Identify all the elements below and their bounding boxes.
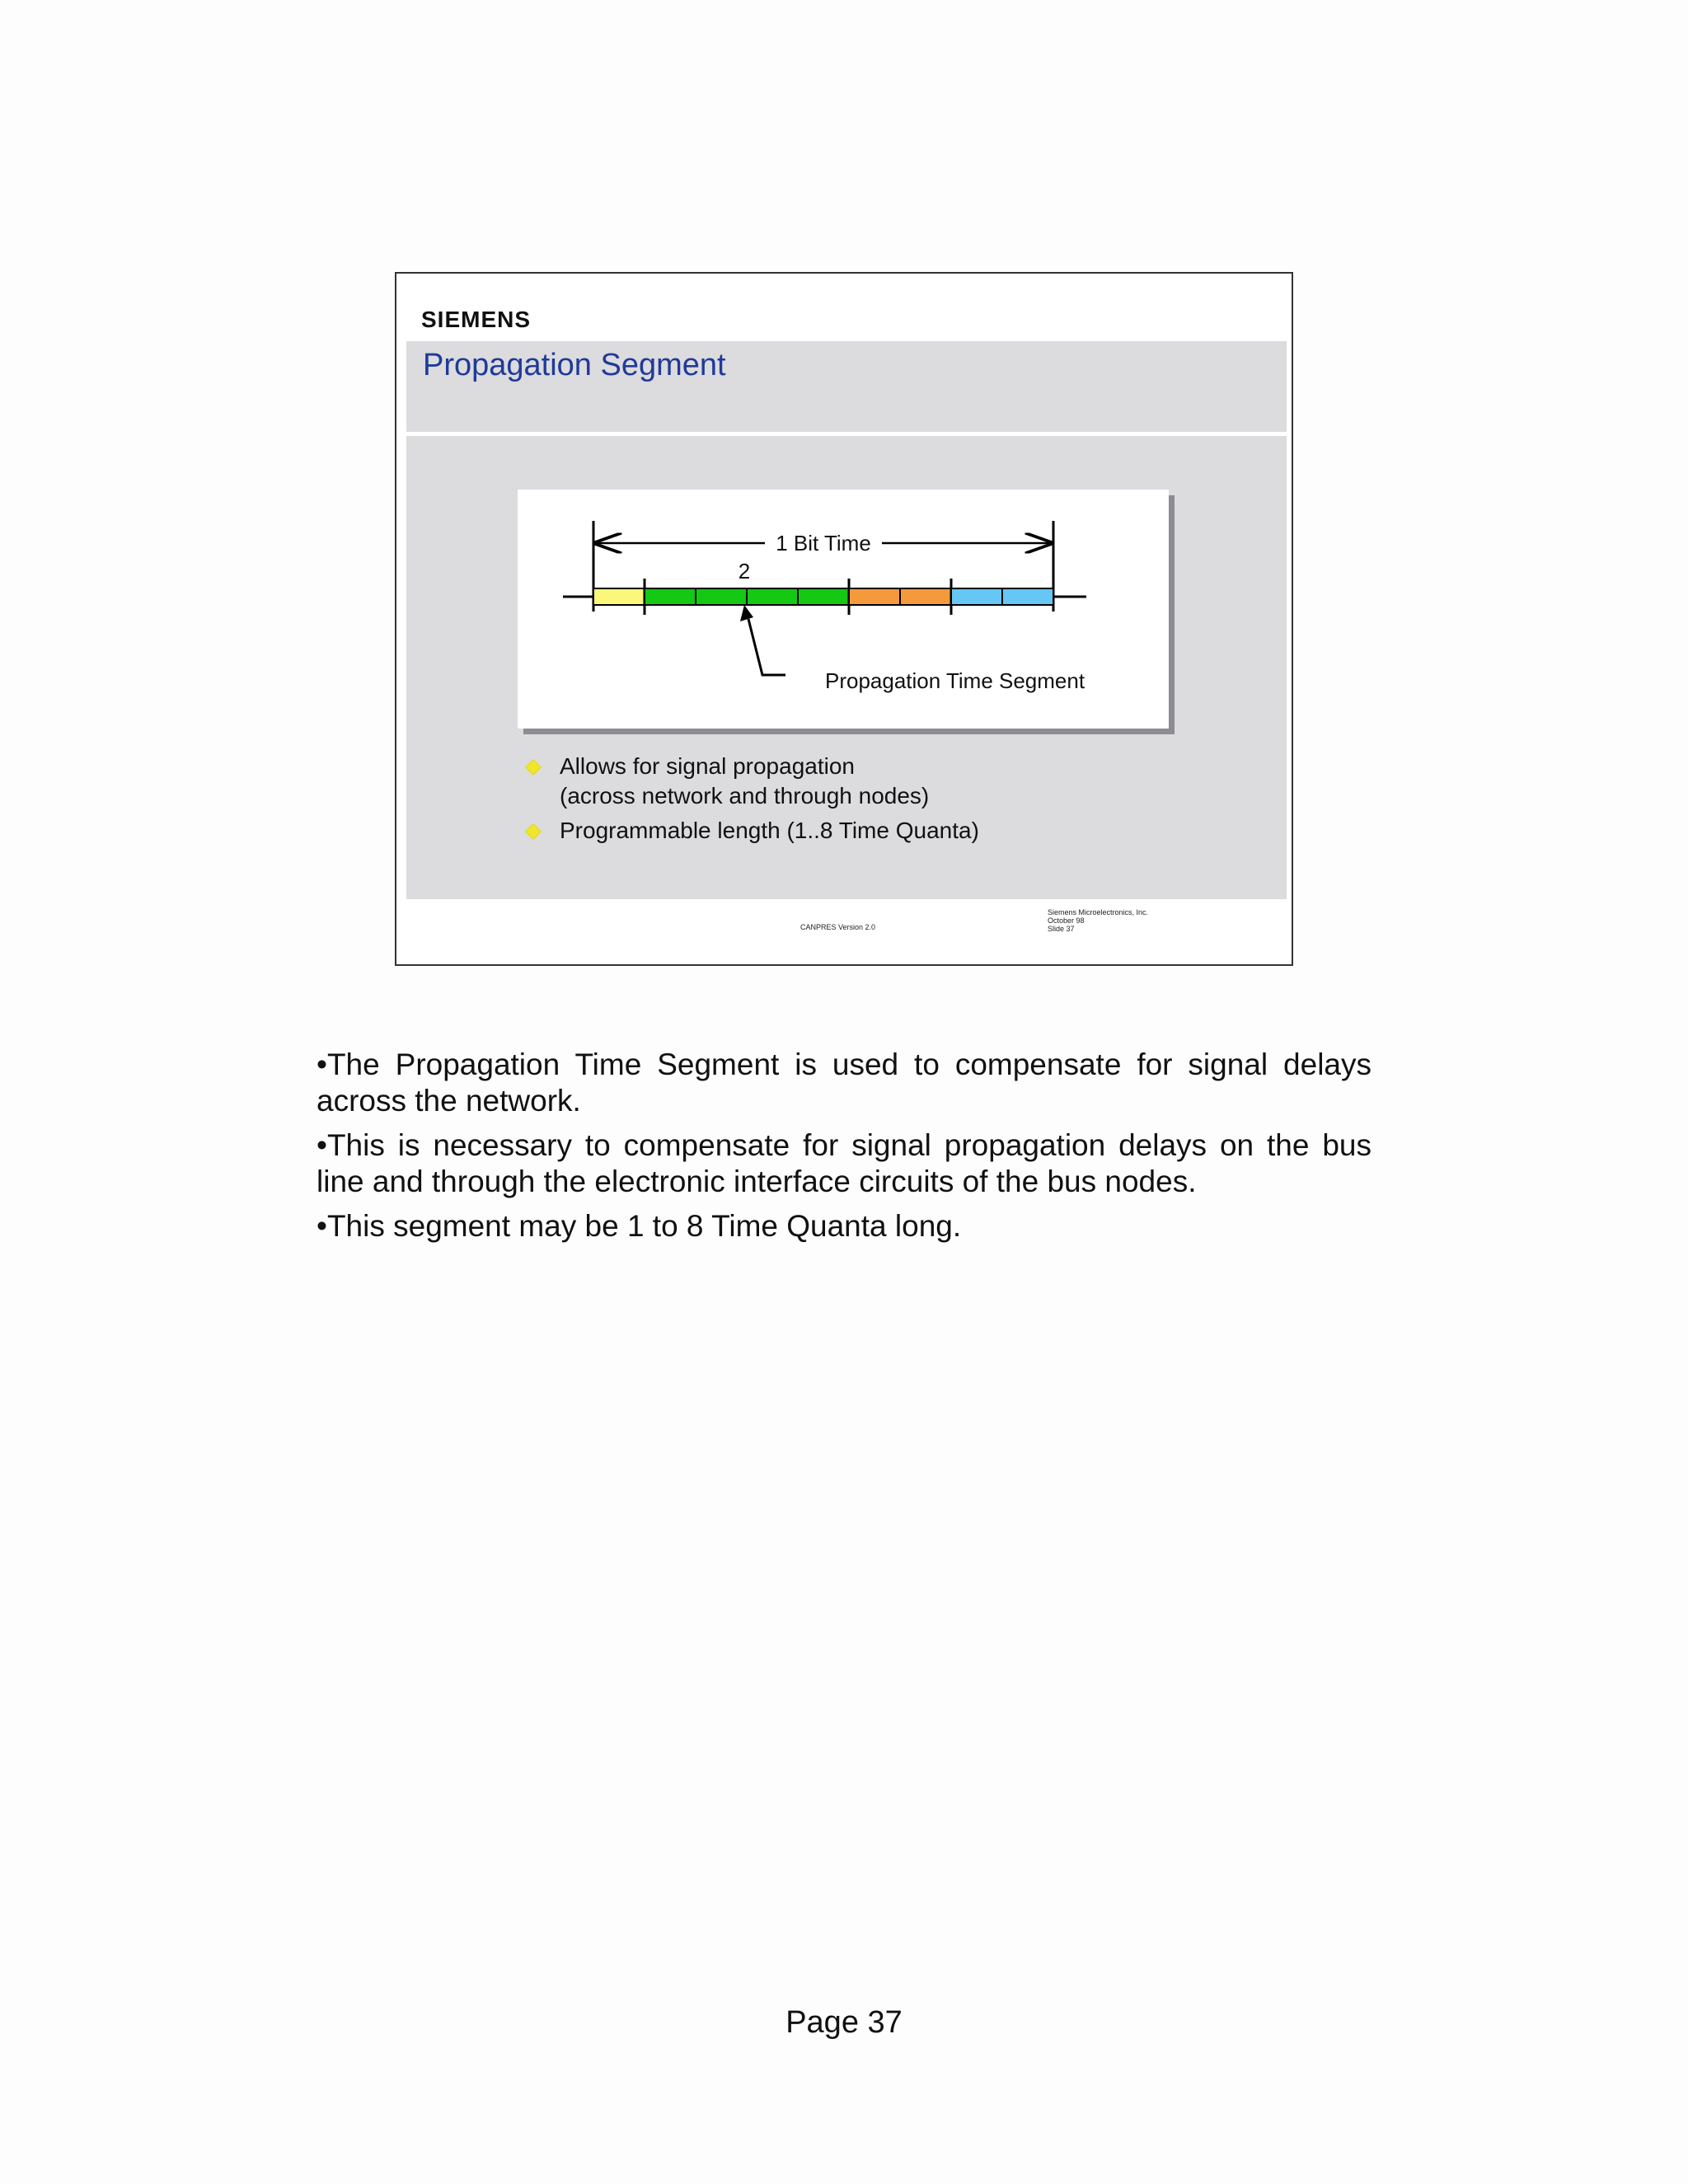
body-paragraph: •The Propagation Time Segment is used to compensate for signal delays across the network. [316, 1047, 1372, 1118]
footer-info-line: Siemens Microelectronics, Inc. [1048, 908, 1149, 916]
time-quanta-bar [593, 579, 1053, 615]
body-paragraph: •This segment may be 1 to 8 Time Quanta long. [316, 1209, 962, 1243]
page-body-text [316, 1047, 1372, 1253]
bit-time-label: 1 Bit Time [776, 531, 871, 555]
bit-timing-diagram [518, 490, 1169, 729]
slide-footer-info [1048, 908, 1148, 933]
diamond-bullet-icon [527, 761, 541, 775]
time-quantum-propagation [747, 588, 798, 605]
segment-number: 2 [738, 559, 751, 583]
slide-bullet-list [528, 752, 1254, 851]
time-quantum-propagation [645, 588, 696, 605]
slide-bullet-text: Programmable length (1..8 Time Quanta) [560, 818, 979, 843]
pointer-arrowhead [740, 605, 753, 621]
page-number: Page 37 [785, 2005, 903, 2040]
slide-title: Propagation Segment [423, 348, 726, 382]
slide-bullet-text: Allows for signal propagation [560, 753, 855, 779]
slide-bullet-item [528, 752, 1254, 811]
time-quantum-propagation [696, 588, 747, 605]
footer-info-line: October 98 [1048, 916, 1085, 925]
slide-frame [395, 272, 1293, 966]
pointer-label: Propagation Time Segment [825, 668, 1085, 693]
time-quantum-phase1 [900, 588, 951, 605]
footer-info-line: Slide 37 [1048, 925, 1075, 933]
time-quantum-phase2 [1002, 588, 1053, 605]
time-quantum-propagation [798, 588, 849, 605]
slide-bullet-item [528, 816, 1254, 846]
slide-footer-version: CANPRES Version 2.0 [800, 923, 876, 931]
time-quantum-phase1 [849, 588, 900, 605]
bit-timing-svg [518, 490, 1169, 729]
time-quantum-phase2 [951, 588, 1002, 605]
pointer-line [748, 619, 785, 675]
slide-bullet-text: (across network and through nodes) [560, 783, 930, 808]
siemens-logo: SIEMENS [421, 307, 532, 332]
slide-content-band [406, 436, 1287, 899]
time-quantum-sync [593, 588, 645, 605]
slide-title-band [406, 341, 1287, 432]
body-paragraph: •This is necessary to compensate for signal propagation delays on the bus line and through the electronic interface circuits of the bus nodes. [316, 1128, 1372, 1198]
diamond-bullet-icon [527, 825, 541, 839]
